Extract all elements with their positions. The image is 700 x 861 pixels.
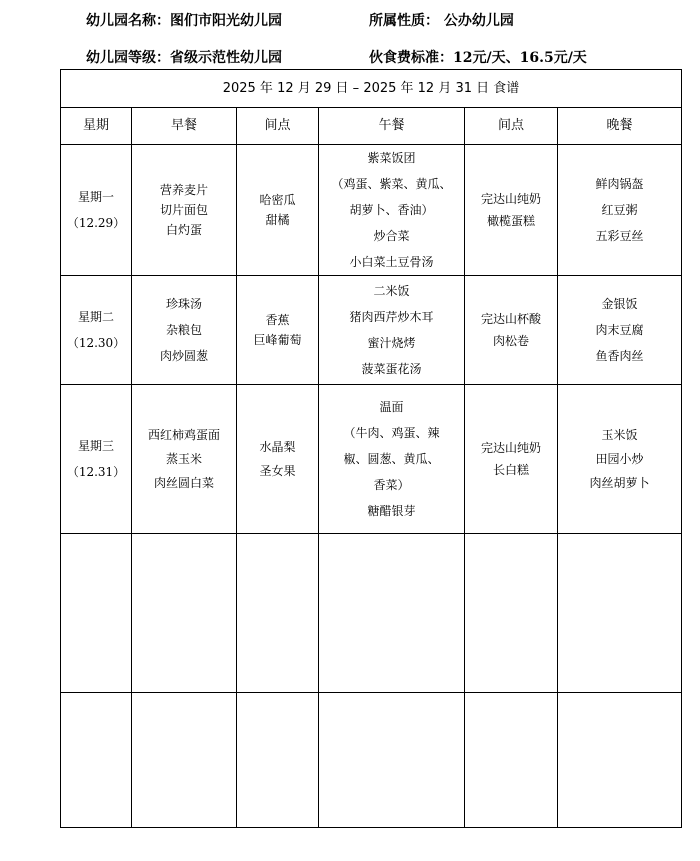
day-date: （12.29）	[66, 216, 126, 230]
menu-item: 甜橘	[265, 213, 290, 227]
snack-pm-cell	[465, 276, 558, 385]
menu-item: 糖醋银芽	[367, 504, 416, 518]
day-name: 星期二	[77, 310, 114, 324]
kindergarten-grade: 幼儿园等级：省级示范性幼儿园	[86, 50, 282, 66]
menu-item: 长白糕	[492, 463, 529, 477]
empty-cell	[465, 693, 558, 828]
weekly-menu-table	[60, 69, 682, 828]
column-header-snack-pm: 间点	[465, 108, 558, 145]
column-header-row	[61, 108, 682, 145]
breakfast-cell	[132, 385, 237, 534]
menu-item: 蜜汁烧烤	[367, 336, 416, 350]
day-cell	[61, 385, 132, 534]
table-row	[61, 145, 682, 276]
day-cell	[61, 145, 132, 276]
snack-am-cell	[237, 385, 319, 534]
lunch-cell	[319, 276, 465, 385]
menu-item: 玉米饭	[601, 428, 638, 442]
empty-table-row	[61, 693, 682, 828]
menu-item: 肉炒圆葱	[159, 349, 208, 363]
column-header-dinner: 晚餐	[558, 108, 682, 145]
day-name: 星期一	[77, 190, 114, 204]
menu-item: 肉末豆腐	[595, 323, 644, 337]
snack-am-cell	[237, 276, 319, 385]
lunch-cell	[319, 145, 465, 276]
menu-item: 哈密瓜	[259, 193, 296, 207]
empty-cell	[319, 693, 465, 828]
menu-item: （牛肉、鸡蛋、辣	[343, 426, 440, 440]
menu-item: 完达山纯奶	[480, 441, 541, 455]
menu-item: 圣女果	[259, 464, 296, 478]
menu-item: 西红柿鸡蛋面	[147, 428, 220, 442]
dinner-cell	[558, 385, 682, 534]
breakfast-cell	[132, 276, 237, 385]
table-row	[61, 385, 682, 534]
menu-item: 紫菜饭团	[367, 151, 416, 165]
empty-table-row	[61, 534, 682, 693]
empty-cell	[132, 534, 237, 693]
menu-item: 红豆粥	[601, 203, 638, 217]
empty-cell	[465, 534, 558, 693]
menu-item: 温面	[379, 400, 404, 414]
day-date: （12.30）	[66, 336, 126, 350]
menu-item: 椒、圆葱、黄瓜、	[343, 452, 440, 466]
menu-item: 金银饭	[601, 297, 638, 311]
menu-item: 珍珠汤	[165, 297, 202, 311]
menu-item: 田园小炒	[595, 452, 644, 466]
menu-item: 香蕉	[265, 313, 290, 327]
empty-cell	[61, 534, 132, 693]
snack-am-cell	[237, 145, 319, 276]
menu-title: 2025 年 12 月 29 日 – 2025 年 12 月 31 日 食谱	[61, 70, 682, 108]
menu-item: 完达山纯奶	[480, 192, 541, 206]
table-row	[61, 276, 682, 385]
day-date: （12.31）	[66, 465, 126, 479]
day-name: 星期三	[77, 439, 114, 453]
menu-item: 五彩豆丝	[595, 229, 644, 243]
menu-item: 鱼香肉丝	[595, 349, 644, 363]
menu-item: 鲜肉锅盔	[595, 177, 644, 191]
menu-item: 水晶梨	[259, 440, 296, 454]
empty-cell	[558, 534, 682, 693]
menu-item: 肉丝胡萝卜	[589, 476, 650, 490]
menu-item: 猪肉西芹炒木耳	[349, 310, 434, 324]
empty-cell	[319, 534, 465, 693]
menu-item: 菠菜蛋花汤	[361, 362, 422, 376]
lunch-cell	[319, 385, 465, 534]
kindergarten-nature: 所属性质： 公办幼儿园	[369, 13, 514, 29]
menu-item: 巨峰葡萄	[253, 333, 302, 347]
empty-cell	[61, 693, 132, 828]
menu-item: 肉松卷	[492, 334, 529, 348]
column-header-snack-am: 间点	[237, 108, 319, 145]
empty-cell	[558, 693, 682, 828]
menu-item: 胡萝卜、香油）	[349, 203, 434, 217]
snack-pm-cell	[465, 145, 558, 276]
menu-item: 橄榄蛋糕	[486, 214, 535, 228]
menu-item: （鸡蛋、紫菜、黄瓜、	[331, 177, 452, 191]
column-header-breakfast: 早餐	[132, 108, 237, 145]
menu-item: 香菜）	[373, 478, 410, 492]
breakfast-cell	[132, 145, 237, 276]
meal-fee-standard: 伙食费标准：12元/天、16.5元/天	[369, 50, 587, 66]
menu-item: 白灼蛋	[165, 223, 202, 237]
dinner-cell	[558, 145, 682, 276]
menu-item: 完达山杯酸	[480, 312, 541, 326]
menu-item: 小白菜土豆骨汤	[349, 255, 434, 269]
menu-item: 营养麦片	[159, 183, 208, 197]
snack-pm-cell	[465, 385, 558, 534]
empty-cell	[237, 534, 319, 693]
menu-item: 肉丝圆白菜	[153, 476, 214, 490]
empty-cell	[237, 693, 319, 828]
menu-item: 炒合菜	[373, 229, 410, 243]
menu-item: 切片面包	[159, 203, 208, 217]
column-header-lunch: 午餐	[319, 108, 465, 145]
dinner-cell	[558, 276, 682, 385]
column-header-day: 星期	[61, 108, 132, 145]
day-cell	[61, 276, 132, 385]
menu-item: 二米饭	[373, 284, 410, 298]
menu-item: 杂粮包	[165, 323, 202, 337]
empty-cell	[132, 693, 237, 828]
kindergarten-name: 幼儿园名称：图们市阳光幼儿园	[86, 13, 282, 29]
menu-item: 蒸玉米	[165, 452, 202, 466]
